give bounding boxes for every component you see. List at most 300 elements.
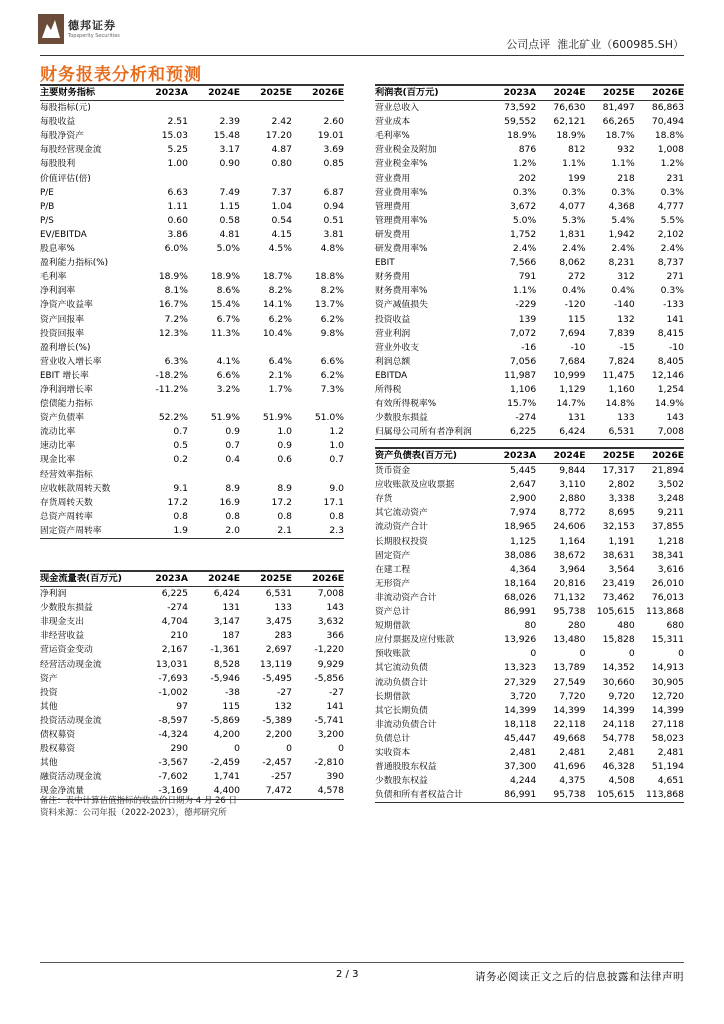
cell-value: 6.6% xyxy=(216,369,240,381)
table-row xyxy=(40,383,344,397)
cell-value: 62,121 xyxy=(553,116,586,128)
cell-value: 11.3% xyxy=(210,327,240,339)
table-row xyxy=(375,157,684,171)
row-label: 净利润 xyxy=(40,589,67,600)
cell-value: 7.49 xyxy=(219,186,240,198)
row-label: 净利润增长率 xyxy=(40,384,93,395)
cell-value: 8.9 xyxy=(225,482,240,494)
cell-value xyxy=(136,468,188,482)
table-header-row xyxy=(375,85,684,101)
cell-value: 20,816 xyxy=(553,577,586,589)
cell-value xyxy=(240,256,292,270)
cell-value: 9.1 xyxy=(173,482,188,494)
cell-value: 17.20 xyxy=(265,130,292,142)
table-row xyxy=(375,732,684,746)
cell-value: 2.39 xyxy=(219,116,240,128)
cell-value: -8,597 xyxy=(158,714,188,726)
cell-value: 1,160 xyxy=(608,383,635,395)
cell-value: 2,697 xyxy=(265,644,292,656)
cell-value: 14.9% xyxy=(654,398,684,410)
table-note: 备注：表中计算估值指标的收盘价日期为 4 月 26 日 xyxy=(40,796,238,806)
cell-value: 7,684 xyxy=(559,355,586,367)
cell-value: 5,445 xyxy=(509,465,537,477)
cell-value: -229 xyxy=(515,299,537,311)
table-title: 现金流量表(百万元) xyxy=(40,573,122,584)
cell-value: -5,389 xyxy=(262,714,292,726)
cell-value: 1.1% xyxy=(611,158,635,170)
cell-value: 0 xyxy=(579,648,586,660)
cell-value: 18,164 xyxy=(504,577,537,589)
cell-value: 0.4 xyxy=(225,454,240,466)
table-row xyxy=(375,200,684,214)
cell-value: 5.25 xyxy=(167,144,188,156)
table-row xyxy=(375,619,684,633)
cell-value: 4.81 xyxy=(219,228,240,240)
row-label: 流动比率 xyxy=(40,427,76,438)
table-row xyxy=(40,601,344,615)
cell-value: 11,475 xyxy=(602,369,635,381)
cell-value: 2,802 xyxy=(608,479,635,491)
table-row xyxy=(375,788,684,803)
table-row xyxy=(40,397,344,411)
row-label: 投资活动现金流 xyxy=(40,715,102,726)
row-label: 资产总计 xyxy=(375,607,411,618)
cell-value: 10.4% xyxy=(262,327,292,339)
row-label: 投资 xyxy=(40,687,58,698)
cell-value: 812 xyxy=(567,144,586,156)
table-row xyxy=(40,700,344,714)
cell-value: 4,777 xyxy=(657,200,684,212)
header-divider xyxy=(40,55,684,56)
row-label: EBITDA xyxy=(375,370,408,381)
cell-value: 49,668 xyxy=(553,732,586,744)
row-label: 其它流动资产 xyxy=(375,508,428,519)
table-row xyxy=(375,605,684,619)
cell-value: 141 xyxy=(326,700,344,712)
row-label: 投资收益 xyxy=(375,314,411,325)
row-label: 短期借款 xyxy=(375,621,411,632)
row-label: 营业收入增长率 xyxy=(40,356,102,367)
table-row xyxy=(40,643,344,657)
cell-value: 0.5 xyxy=(173,440,188,452)
row-label: EBIT 增长率 xyxy=(40,370,89,381)
cell-value: 271 xyxy=(666,271,684,283)
cell-value: 4,400 xyxy=(213,785,240,797)
table-row xyxy=(375,492,684,506)
cell-value: 8,772 xyxy=(559,507,586,519)
row-label: 投资回报率 xyxy=(40,328,84,339)
cell-value: -5,495 xyxy=(262,672,292,684)
cell-value: 5.5% xyxy=(660,214,684,226)
cell-value: 18.7% xyxy=(262,271,292,283)
cell-value: 8,231 xyxy=(608,257,635,269)
cell-value: -5,946 xyxy=(210,672,240,684)
cell-value: 1,741 xyxy=(213,771,240,783)
cell-value xyxy=(240,101,292,116)
table-row xyxy=(40,157,344,171)
cell-value: 15,828 xyxy=(602,634,635,646)
cell-value: 0.7 xyxy=(329,454,344,466)
legal-disclaimer: 请务必阅读正文之后的信息披露和法律声明 xyxy=(475,971,684,983)
cell-value: 1.2% xyxy=(512,158,537,170)
cell-value: 7,056 xyxy=(509,355,537,367)
cell-value: 105,615 xyxy=(596,606,635,618)
table-row xyxy=(375,520,684,534)
cell-value: 3.17 xyxy=(219,144,240,156)
cell-value: 3,672 xyxy=(509,200,537,212)
table-row xyxy=(40,770,344,784)
cell-value: 113,868 xyxy=(646,789,684,801)
table-row xyxy=(40,714,344,728)
cell-value: 17,317 xyxy=(602,465,635,477)
cell-value: -27 xyxy=(276,686,292,698)
cell-value: 1,191 xyxy=(608,535,635,547)
cell-value: -16 xyxy=(521,341,537,353)
row-label: 债权募资 xyxy=(40,730,76,741)
table-row xyxy=(40,284,344,298)
cell-value: 14.1% xyxy=(262,299,292,311)
cell-value: 1,125 xyxy=(509,535,537,547)
cell-value: 76,630 xyxy=(553,102,586,114)
cell-value: -5,856 xyxy=(314,672,344,684)
cell-value: 0.51 xyxy=(323,214,344,226)
cell-value: 51,194 xyxy=(651,761,684,773)
table-row xyxy=(375,535,684,549)
cell-value: 14,399 xyxy=(651,704,684,716)
table-row xyxy=(375,256,684,270)
cell-value: 45,447 xyxy=(504,732,537,744)
cell-value: 2.1 xyxy=(277,524,292,536)
column-header: 2025E xyxy=(602,450,635,461)
cell-value: 4,508 xyxy=(608,775,635,787)
cell-value: 133 xyxy=(274,602,292,614)
cell-value: 6,531 xyxy=(608,426,635,438)
cell-value: 0 xyxy=(530,648,537,660)
row-label: 利润总额 xyxy=(375,356,411,367)
cell-value: -5,741 xyxy=(314,714,344,726)
cell-value: 9.8% xyxy=(320,327,344,339)
cell-value: 54,778 xyxy=(602,732,635,744)
row-label: 应收帐款周转天数 xyxy=(40,483,111,494)
cell-value: 6.2% xyxy=(320,369,344,381)
table-row xyxy=(375,186,684,200)
column-header: 2024E xyxy=(553,450,586,461)
cell-value: 4,200 xyxy=(213,729,240,741)
row-label: 毛利率% xyxy=(375,131,410,142)
row-label: P/E xyxy=(40,187,54,198)
cell-value: 131 xyxy=(222,602,240,614)
cell-value: -1,361 xyxy=(210,644,240,656)
cell-value: 68,026 xyxy=(504,591,537,603)
cell-value xyxy=(240,468,292,482)
table-row xyxy=(40,186,344,200)
cell-value: 13,926 xyxy=(504,634,537,646)
row-label: 现金净流量 xyxy=(40,786,84,797)
cell-value: 52.2% xyxy=(158,412,188,424)
row-label: 少数股东损益 xyxy=(375,413,428,424)
cell-value: 51.0% xyxy=(314,412,344,424)
cell-value: 480 xyxy=(617,620,635,632)
table-row xyxy=(375,774,684,788)
table-row xyxy=(375,369,684,383)
cell-value: 3.86 xyxy=(167,228,188,240)
cell-value: 1.7% xyxy=(268,383,292,395)
cell-value: 8,415 xyxy=(657,327,684,339)
table-row xyxy=(40,256,344,270)
table-row xyxy=(375,591,684,605)
row-label: 负债和所有者权益合计 xyxy=(375,790,463,801)
table-row xyxy=(375,760,684,774)
cell-value xyxy=(292,468,344,482)
cell-value: 1.0 xyxy=(329,440,344,452)
cell-value xyxy=(240,397,292,411)
cell-value: 2.1% xyxy=(268,369,292,381)
cell-value: 0.54 xyxy=(271,214,292,226)
cell-value: 8.2% xyxy=(320,285,344,297)
cell-value: 6.0% xyxy=(164,243,188,255)
cell-value: 0.80 xyxy=(271,158,292,170)
row-label: 固定资产周转率 xyxy=(40,525,102,536)
cell-value: 7,720 xyxy=(559,690,586,702)
cell-value: 18,118 xyxy=(504,718,537,730)
cell-value: 15.7% xyxy=(507,398,537,410)
cell-value: 13.7% xyxy=(314,299,344,311)
table-title: 主要财务指标 xyxy=(40,87,96,98)
cell-value: 2.4% xyxy=(512,243,537,255)
table-row xyxy=(40,214,344,228)
cell-value: 231 xyxy=(666,172,684,184)
cell-value: 1.2% xyxy=(660,158,684,170)
cell-value: 143 xyxy=(666,412,684,424)
cell-value: 143 xyxy=(326,602,344,614)
cell-value: 14,352 xyxy=(602,662,635,674)
page-title: 财务报表分析和预测 xyxy=(40,65,202,85)
cell-value: 133 xyxy=(617,412,635,424)
cell-value: 3,564 xyxy=(608,563,635,575)
row-label: 资产减值损失 xyxy=(375,300,428,311)
table-row xyxy=(375,284,684,298)
cell-value: 38,341 xyxy=(651,549,684,561)
cell-value: 8,695 xyxy=(608,507,635,519)
table-row xyxy=(40,742,344,756)
table-row xyxy=(375,704,684,718)
cell-value: 115 xyxy=(222,700,240,712)
row-label: P/B xyxy=(40,201,55,212)
cell-value: 0 xyxy=(678,648,684,660)
cell-value: 2.4% xyxy=(660,243,684,255)
table-row xyxy=(40,341,344,355)
cell-value: 14.8% xyxy=(605,398,635,410)
cell-value: 3,632 xyxy=(317,616,344,628)
brand-name: 德邦证券 xyxy=(68,19,116,32)
cell-value: 24,606 xyxy=(553,521,586,533)
cell-value: 2,481 xyxy=(509,746,537,758)
cell-value: 2,481 xyxy=(608,746,635,758)
cell-value xyxy=(188,341,240,355)
cell-value: 4,368 xyxy=(608,200,635,212)
row-label: 每股净资产 xyxy=(40,131,84,142)
cell-value: 3,200 xyxy=(317,729,344,741)
cell-value: 932 xyxy=(617,144,635,156)
cell-value: 0.3% xyxy=(562,186,586,198)
cell-value: 13,789 xyxy=(553,662,586,674)
cell-value: -27 xyxy=(328,686,344,698)
column-header: 2026E xyxy=(652,450,684,461)
cell-value: 0.8 xyxy=(329,510,344,522)
cell-value: 95,738 xyxy=(553,606,586,618)
row-label: 其它长期负债 xyxy=(375,705,428,716)
column-header: 2026E xyxy=(312,573,344,584)
cell-value: 16.7% xyxy=(158,299,188,311)
table-row xyxy=(40,101,344,116)
table-row xyxy=(375,464,684,479)
table-row xyxy=(375,228,684,242)
cell-value: 1.11 xyxy=(167,200,188,212)
row-label: 财务费用 xyxy=(375,272,411,283)
row-label: 净资产收益率 xyxy=(40,300,93,311)
cell-value: -2,457 xyxy=(262,757,292,769)
cell-value: 14.7% xyxy=(556,398,586,410)
footer-divider xyxy=(40,962,684,963)
row-label: 营运资金变动 xyxy=(40,645,93,656)
cell-value xyxy=(292,172,344,186)
table-row xyxy=(375,242,684,256)
table-row xyxy=(375,676,684,690)
cell-value xyxy=(136,397,188,411)
cell-value: 30,905 xyxy=(651,676,684,688)
table-row xyxy=(40,313,344,327)
cell-value xyxy=(292,397,344,411)
cell-value: 1,008 xyxy=(657,144,684,156)
row-label: 财务费用率% xyxy=(375,286,428,297)
cell-value: 0.94 xyxy=(323,200,344,212)
cell-value: 218 xyxy=(617,172,635,184)
column-header: 2023A xyxy=(503,450,537,461)
row-label: EV/EBITDA xyxy=(40,229,87,240)
table-row xyxy=(375,661,684,675)
cell-value: 46,328 xyxy=(602,761,635,773)
cell-value: 30,660 xyxy=(602,676,635,688)
cell-value: 10,999 xyxy=(553,369,586,381)
cell-value: 2,200 xyxy=(265,729,292,741)
cell-value xyxy=(240,172,292,186)
table-row xyxy=(40,439,344,453)
table-row xyxy=(375,478,684,492)
cell-value: 113,868 xyxy=(646,606,684,618)
row-label: 营业总收入 xyxy=(375,103,419,114)
cell-value: 1,129 xyxy=(559,383,586,395)
row-label: 资产 xyxy=(40,673,58,684)
cell-value: 2.4% xyxy=(611,243,635,255)
table-row xyxy=(375,633,684,647)
cell-value: 1.15 xyxy=(219,200,240,212)
column-header: 2025E xyxy=(602,87,635,98)
cell-value: 7,694 xyxy=(559,327,586,339)
cell-value: 0.3% xyxy=(512,186,537,198)
cell-value: 17.2 xyxy=(167,496,188,508)
row-label: 净利润率 xyxy=(40,286,76,297)
logo-icon xyxy=(38,14,64,44)
row-label: 固定资产 xyxy=(375,550,411,561)
income-statement-table xyxy=(375,84,684,440)
table-row xyxy=(375,101,684,116)
cell-value: 9,211 xyxy=(657,507,684,519)
cell-value xyxy=(292,341,344,355)
cell-value: 105,615 xyxy=(596,789,635,801)
cell-value: 8,405 xyxy=(657,355,684,367)
cell-value: 18.9% xyxy=(210,271,240,283)
table-row xyxy=(40,298,344,312)
row-label: 每股经营现金流 xyxy=(40,145,102,156)
balance-sheet-table xyxy=(375,447,684,803)
cell-value: 4,578 xyxy=(317,785,344,797)
cell-value: 1.1% xyxy=(562,158,586,170)
cell-value: 41,696 xyxy=(553,761,586,773)
table-row xyxy=(40,468,344,482)
table-row xyxy=(40,629,344,643)
row-label: 总资产周转率 xyxy=(40,511,93,522)
cell-value: 1,752 xyxy=(509,228,537,240)
cell-value: 80 xyxy=(524,620,537,632)
row-label: 长期股权投资 xyxy=(375,536,428,547)
cell-value: 0.9 xyxy=(225,426,240,438)
row-label: 营业外收支 xyxy=(375,342,419,353)
cell-value: 18,965 xyxy=(504,521,537,533)
row-label: 营业成本 xyxy=(375,117,411,128)
cell-value: 38,672 xyxy=(553,549,586,561)
cell-value xyxy=(188,172,240,186)
cell-value: 5.0% xyxy=(216,243,240,255)
row-label: 盈利能力指标(%) xyxy=(40,258,109,269)
cell-value: 7,566 xyxy=(509,257,537,269)
cell-value: 2.3 xyxy=(329,524,344,536)
cell-value: 76,013 xyxy=(651,591,684,603)
cell-value: 366 xyxy=(326,630,344,642)
cell-value: 4,364 xyxy=(509,563,537,575)
cell-value: 4.5% xyxy=(268,243,292,255)
cell-value: 15.03 xyxy=(161,130,188,142)
cell-value: 51.9% xyxy=(262,412,292,424)
row-label: 应收账款及应收票据 xyxy=(375,480,455,491)
table-row xyxy=(375,341,684,355)
table-row xyxy=(40,425,344,439)
cell-value: 1.1% xyxy=(512,285,537,297)
table-row xyxy=(40,411,344,425)
cell-value: 6,225 xyxy=(161,588,188,600)
cell-value: 6.7% xyxy=(216,313,240,325)
table-row xyxy=(40,686,344,700)
row-label: 其它流动负债 xyxy=(375,663,428,674)
cell-value: 3,964 xyxy=(559,563,586,575)
row-label: 普通股股东权益 xyxy=(375,762,437,773)
row-label: 经营活动现金流 xyxy=(40,659,102,670)
column-header: 2025E xyxy=(260,573,292,584)
cell-value: 210 xyxy=(170,630,188,642)
table-row xyxy=(40,200,344,214)
cell-value: 3,147 xyxy=(213,616,240,628)
cell-value: 19.01 xyxy=(317,130,344,142)
cell-value: 876 xyxy=(518,144,537,156)
cell-value: 22,118 xyxy=(553,718,586,730)
column-header: 2024E xyxy=(553,87,586,98)
column-header: 2026E xyxy=(652,87,684,98)
cell-value: 3.69 xyxy=(323,144,344,156)
cell-value: 3,616 xyxy=(657,563,684,575)
cell-value: 1,218 xyxy=(657,535,684,547)
cell-value: 0.2 xyxy=(173,454,188,466)
cell-value xyxy=(188,101,240,116)
table-row xyxy=(375,270,684,284)
